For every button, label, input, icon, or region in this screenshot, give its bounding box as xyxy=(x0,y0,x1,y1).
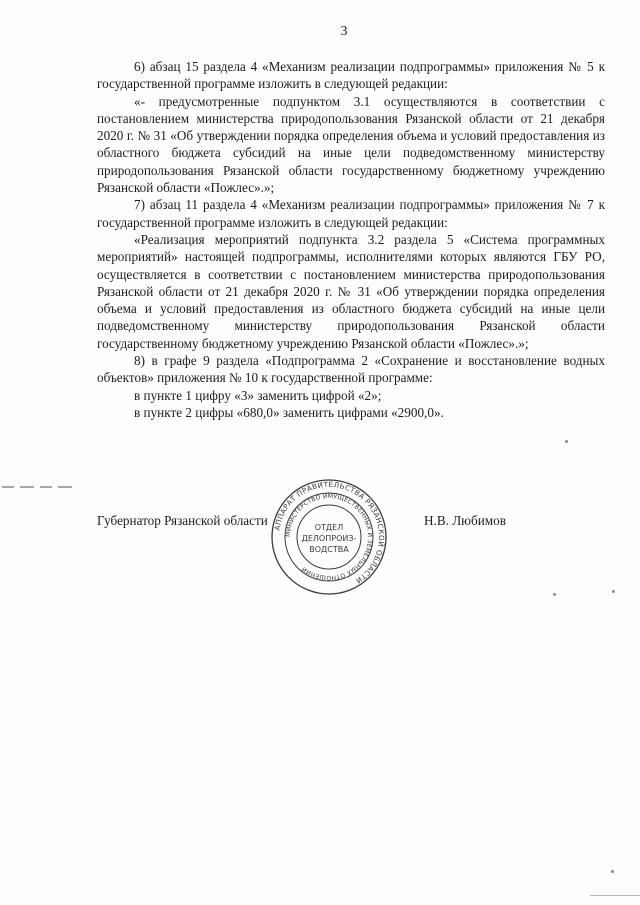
stamp-outer-text: АППАРАТ ПРАВИТЕЛЬСТВА РЯЗАНСКОЙ ОБЛАСТИ xyxy=(272,479,387,586)
paragraph-quote-1: «- предусмотренные подпунктом 3.1 осуществляются в соответствии с постановлением министерства природопользования Рязанской области от 21 декабря 2020 г. № 31 «Об утверждении порядка определения объема и условий предоставления из областного бюджета субсидий на иные цели подведомственному министерству природопользования Рязанской области государственному бюджетному учреждению Рязанской области «Пожлес».»; xyxy=(97,93,605,196)
paragraph-point-1: в пункте 1 цифру «3» заменить цифрой «2»; xyxy=(134,387,382,403)
stamp-inner-text: МИНИСТЕРСТВО ИМУЩЕСТВЕННЫХ И ЗЕМЕЛЬНЫХ ОТНОШЕНИЙ xyxy=(284,492,374,582)
paragraph-quote-2: «Реализация мероприятий подпункта 3.2 раздела 5 «Система программных мероприятий» настоящей подпрограммы, исполнителями которых являются ГБУ РО, осуществляется в соответствии с постановлением министерства природопользования Рязанской области от 21 декабря 2020 г. № 31 «Об утверждении порядка определения объема и условий предоставления из областного бюджета субсидий на иные цели подведомственному министерству природопользования Рязанской области государственному бюджетному учреждению Рязанской области «Пожлес».»; xyxy=(97,231,605,351)
scan-speck xyxy=(565,440,568,443)
paragraph-point-2: в пункте 2 цифры «680,0» заменить цифрами «2900,0». xyxy=(134,404,444,420)
document-body xyxy=(97,58,605,421)
stamp-center-line-2: ДЕЛОПРОИЗ- xyxy=(301,534,357,543)
scan-speck xyxy=(553,593,556,596)
scan-dash-mark xyxy=(0,484,80,490)
scan-speck xyxy=(611,870,614,873)
signature-name: Н.В. Любимов xyxy=(424,513,506,528)
signature-title: Губернатор Рязанской области xyxy=(97,513,268,528)
paragraph-item-6: 6) абзац 15 раздела 4 «Механизм реализации подпрограммы» приложения № 5 к государственной программе изложить в следующей редакции: xyxy=(97,59,605,92)
official-stamp xyxy=(270,478,388,596)
scan-speck xyxy=(612,590,615,593)
paragraph-item-7: 7) абзац 11 раздела 4 «Механизм реализации подпрограммы» приложения № 7 к государственной программе изложить в следующей редакции: xyxy=(97,197,605,230)
paragraph-item-8: 8) в графе 9 раздела «Подпрограмма 2 «Сохранение и восстановление водных объектов» приложения № 10 к государственной программе: xyxy=(97,353,605,386)
page-number: 3 xyxy=(340,24,348,39)
stamp-center-line-3: ВОДСТВА xyxy=(309,545,349,554)
stamp-center-line-1: ОТДЕЛ xyxy=(314,523,344,532)
scan-edge-line xyxy=(590,895,640,896)
